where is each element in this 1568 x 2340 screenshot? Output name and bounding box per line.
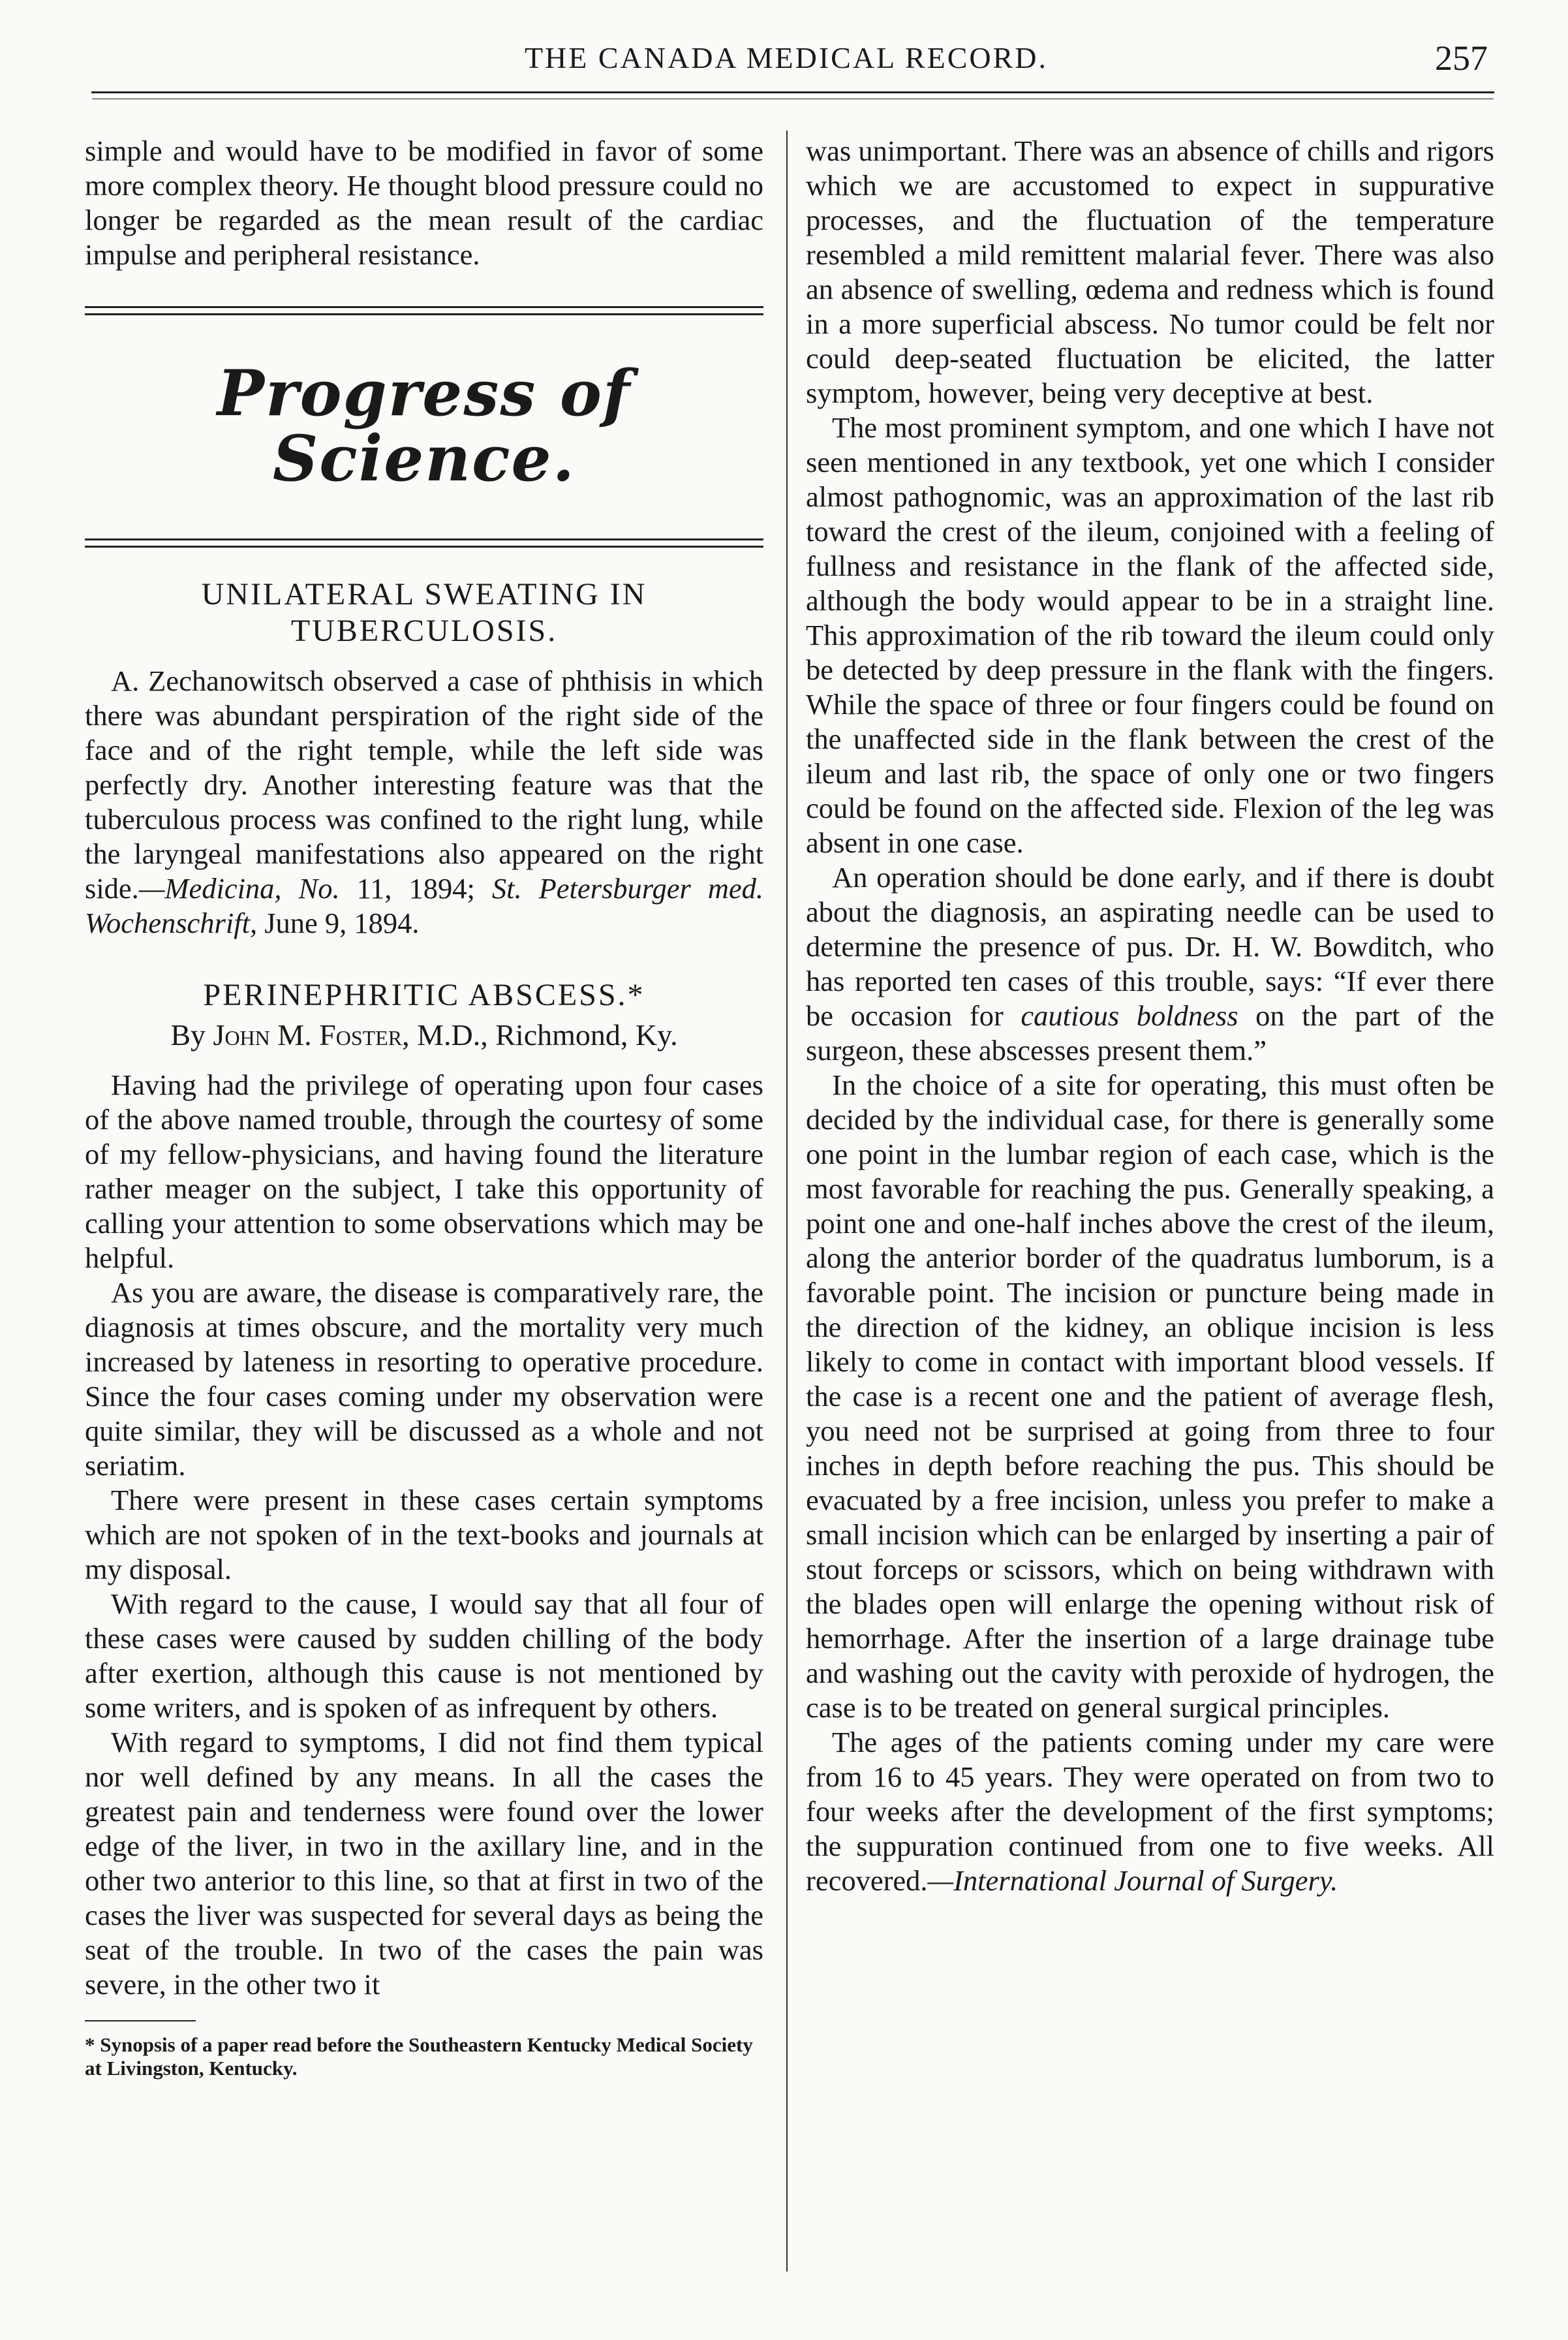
paragraph [806, 860, 1494, 1068]
running-title: THE CANADA MEDICAL RECORD. [524, 41, 1049, 74]
section-rule-bottom [85, 538, 763, 548]
paragraph-text: The ages of the patients coming under my care were from 16 to 45 years. They were operated on from two to four weeks after the development of the first symptoms; the suppuration continued from one to five weeks. All recovered. [806, 1726, 1494, 1897]
paragraph-text: An operation should be done early, and if there is doubt about the diagnosis, an aspirating needle can be used to determine the presence of pus. Dr. H. W. Bowditch, who has reported ten cases of this trouble, says: “If ever there be occasion for [806, 861, 1494, 1032]
source-citation: —International Journal of Surgery. [927, 1864, 1338, 1897]
author-name: John M. Foster [213, 1018, 403, 1052]
citation-issue: 11, 1894; [339, 872, 492, 905]
byline [85, 1018, 763, 1052]
emphasis: cautious boldness [1021, 999, 1238, 1032]
footnote-rule [85, 2020, 196, 2021]
page-number: 257 [1435, 39, 1488, 78]
paragraph: As you are aware, the disease is comparatively rare, the diagnosis at times obscure, and the mortality very much increased by lateness in resorting to operative procedure. Since the four cases coming under my observation were quite similar, they will be discussed as a whole and not seriatim. [85, 1276, 763, 1482]
paragraph: The most prominent symptom, and one which I have not seen mentioned in any textbook, yet one which I consider almost pathognomic, was an approximation of the last rib toward the crest of the ileum, conjoined with a feeling of fullness and resistance in the flank of the affected side, although the body would appear to be in a straight line. This approximation of the rib toward the ileum could only be detected by deep pressure in the flank with the fingers. While the space of three or four fingers could be found on the unaffected side in the flank between the crest of the ileum and last rib, the space of only one or two fingers could be found on the affected side. Flexion of the leg was absent in one case. [806, 411, 1494, 859]
right-column [806, 134, 1494, 1898]
paragraph: In the choice of a site for operating, this must often be decided by the individual case, for there is generally some one point in the lumbar region of each case, which is the most favorable for reaching the pus. Generally speaking, a point one and one-half inches above the crest of the ileum, along the anterior border of the quadratus lumborum, is a favorable point. The incision or puncture being made in the direction of the kidney, an oblique incision is less likely to come in contact with important blood vessels. If the case is a recent one and the patient of average flesh, you need not be surprised at going from three to four inches in depth before reaching the pus. This should be evacuated by a free incision, unless you prefer to make a small incision which can be enlarged by inserting a pair of stout forceps or scissors, which on being withdrawn with the blades open will enlarge the opening without risk of hemorrhage. After the insertion of a large drainage tube and washing out the cavity with peroxide of hydrogen, the case is to be treated on general surgical principles. [806, 1069, 1494, 1724]
article-text: A. Zechanowitsch observed a case of phthisis in which there was abundant perspiration of the right side of the face and of the right temple, while the left side was perfectly dry. Another interesting feature was that the tuberculous process was confined to the right lung, while the laryngeal manifestations also appeared on the right side. [85, 664, 763, 905]
section-rule-top [85, 306, 763, 315]
paragraph: With regard to symptoms, I did not find them typical nor well defined by any means. In all the cases the greatest pain and tenderness were found over the lower edge of the liver, in two in the axillary line, and in the other two anterior to this line, so that at first in two of the cases the liver was suspected for several days as being the seat of the trouble. In two of the cases the pain was severe, in the other two it [85, 1726, 763, 2001]
article-title-perinephritic-abscess: PERINEPHRITIC ABSCESS.* [203, 978, 645, 1012]
page-header [85, 26, 1488, 78]
article-title-unilateral-sweating: UNILATERAL SWEATING IN TUBERCULOSIS. [201, 577, 647, 648]
paragraph-text: on the part of the surgeon, these abscesses present them.” [806, 999, 1495, 1067]
paragraph: Having had the privilege of operating upon four cases of the above named trouble, through the courtesy of some of my fellow-physicians, and having found the literature rather meager on the subject, I take this opportunity of calling your attention to some observations which may be helpful. [85, 1069, 763, 1274]
citation-journal: —Medicina, No. [138, 872, 340, 905]
citation-journal-2: St. Petersburger med. Wochenschrift, [85, 872, 763, 939]
article-body-unilateral-sweating [85, 664, 763, 941]
paragraph: There were present in these cases certain symptoms which are not spoken of in the text-books and journals at my disposal. [85, 1484, 763, 1585]
section-title: Progress of Science. [217, 356, 632, 495]
column-divider [786, 131, 788, 2271]
paragraph: With regard to the cause, I would say that all four of these cases were caused by sudden chilling of the body after exertion, although this cause is not mentioned by some writers, and is spoken of as infrequent by others. [85, 1587, 763, 1724]
byline-suffix: , M.D., Richmond, Ky. [402, 1018, 678, 1052]
paragraph [806, 1725, 1494, 1898]
byline-prefix: By [170, 1018, 213, 1052]
paragraph: was unimportant. There was an absence of chills and rigors which we are accustomed to expect in suppurative processes, and the fluctuation of the temperature resembled a mild remittent malarial fever. There was also an absence of swelling, œdema and redness which is found in a more superficial abscess. No tumor could be felt nor could deep-seated fluctuation be elicited, the latter symptom, however, being very deceptive at best. [806, 134, 1494, 409]
footnote: * Synopsis of a paper read before the Southeastern Kentucky Medical Society at Livingston, Kentucky. [85, 2033, 753, 2080]
left-column [85, 134, 763, 2080]
continuation-paragraph: simple and would have to be modified in favor of some more complex theory. He thought blood pressure could no longer be regarded as the mean result of the cardiac impulse and peripheral resistance. [85, 134, 763, 271]
header-rule [91, 91, 1494, 93]
citation-date: June 9, 1894. [257, 907, 420, 939]
